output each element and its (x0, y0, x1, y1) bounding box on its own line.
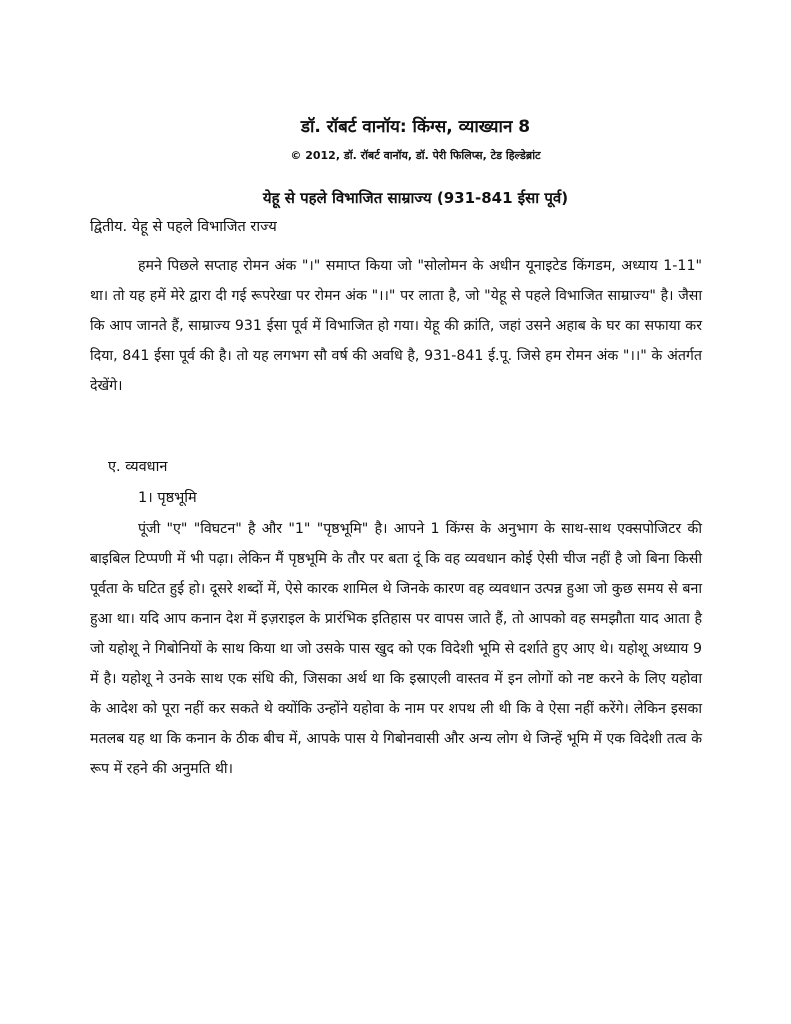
outline-item-1: 1। पृष्ठभूमि (138, 490, 197, 506)
paragraph-background: पूंजी "ए" "विघटन" है और "1" "पृष्ठभूमि" है। आपने 1 किंग्स के अनुभाग के साथ-साथ एक्सपोजिटर की बाइबिल टिप्पणी में भी पढ़ा। लेकिन मैं पृष्ठभूमि के तौर पर बता दूं कि वह व्यवधान कोई ऐसी चीज नहीं है जो बिना किसी पूर्वता के घटित हुई हो। दूसरे शब्दों में, ऐसे कारक शामिल थे जिनके कारण वह व्यवधान उत्पन्न हुआ जो कुछ समय से बना हुआ था। यदि आप कनान देश में इज़राइल के प्रारंभिक इतिहास पर वापस जाते हैं, तो आपको वह समझौता याद आता है जो यहोशू ने गिबोनियों के साथ किया था जो उसके पास खुद को एक विदेशी भूमि से दर्शाते हुए आए थे। यहोशू अध्याय 9 में है। यहोशू ने उनके साथ एक संधि की, जिसका अर्थ था कि इस्राएली वास्तव में इन लोगों को नष्ट करने के लिए यहोवा के आदेश को पूरा नहीं कर सकते थे क्योंकि उन्होंने यहोवा के नाम पर शपथ ली थी कि वे ऐसा नहीं करेंगे। लेकिन इसका मतलब यह था कि कनान के ठीक बीच में, आपके पास ये गिबोनवासी और अन्य लोग थे जिन्हें भूमि में एक विदेशी तत्व के रूप में रहने की अनुमति थी। (90, 521, 702, 777)
outline-item-a: ए. व्यवधान (108, 459, 168, 475)
sub-heading: द्वितीय. येहू से पहले विभाजित राज्य (90, 219, 277, 235)
document-title: डॉ. रॉबर्ट वानॉय: किंग्स, व्याख्यान 8 (300, 117, 531, 137)
section-heading: येहू से पहले विभाजित साम्राज्य (931-841 ईसा पूर्व) (262, 189, 569, 207)
copyright-line: © 2012, डॉ. रॉबर्ट वानॉय, डॉ. पेरी फिलिप्स, टेड हिल्डेब्रांट (290, 149, 541, 162)
paragraph-intro: हमने पिछले सप्ताह रोमन अंक "।" समाप्त किया जो "सोलोमन के अधीन यूनाइटेड किंगडम, अध्याय 1-11" था। तो यह हमें मेरे द्वारा दी गई रूपरेखा पर रोमन अंक "।।" पर लाता है, जो "येहू से पहले विभाजित साम्राज्य" है। जैसा कि आप जानते हैं, साम्राज्य 931 ईसा पूर्व में विभाजित हो गया। येहू की क्रांति, जहां उसने अहाब के घर का सफाया कर दिया, 841 ईसा पूर्व की है। तो यह लगभग सौ वर्ष की अवधि है, 931-841 ई.पू. जिसे हम रोमन अंक "।।" के अंतर्गत देखेंगे। (90, 258, 702, 394)
